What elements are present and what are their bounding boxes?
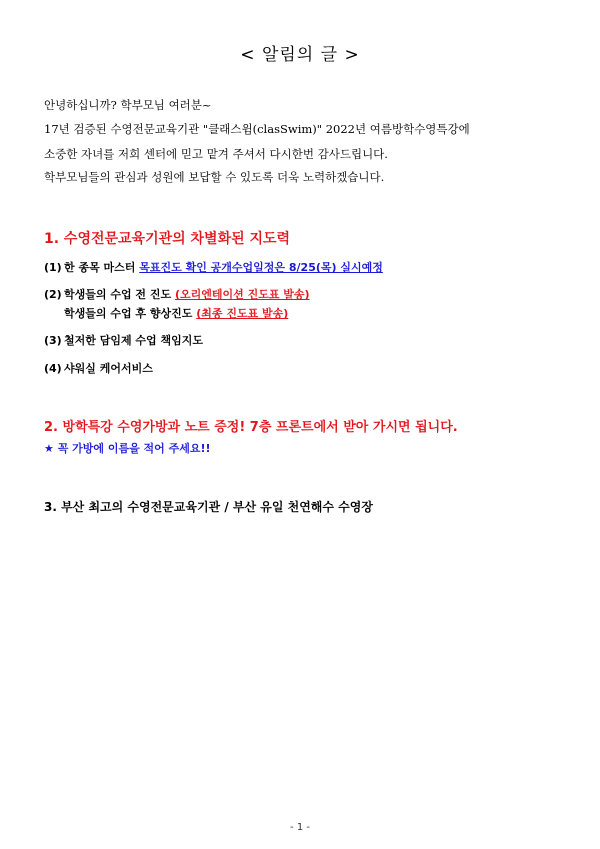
page-number: - 1 - <box>290 822 310 833</box>
section1-item-3 <box>44 332 203 348</box>
item-highlight: (최종 진도표 발송) <box>196 307 289 320</box>
intro-line-2: 17년 검증된 수영전문교육기관 "클래스윔(clasSwim)" 2022년 여름방학수영특강에 <box>44 122 470 136</box>
item-number: (4) <box>44 362 62 375</box>
item-text: 학생들의 수업 전 진도 <box>64 288 175 301</box>
intro-line-3: 소중한 자녀를 저희 센터에 믿고 맡겨 주셔서 다시한번 감사드립니다. <box>44 147 388 161</box>
intro-line-4: 학부모님들의 관심과 성원에 보답할 수 있도록 더욱 노력하겠습니다. <box>44 170 385 184</box>
item-text: 샤워실 케어서비스 <box>64 362 153 375</box>
item-highlight: (오리엔테이션 진도표 발송) <box>174 288 310 301</box>
item-text: 철저한 담임제 수업 책임지도 <box>64 334 203 347</box>
intro-line-1: 안녕하십니까? 학부모님 여러분~ <box>44 98 212 112</box>
item-number: (2) <box>44 288 62 301</box>
section1-item-2b <box>44 305 288 321</box>
item-number: (3) <box>44 334 62 347</box>
section3-heading: 3. 부산 최고의 수영전문교육기관 / 부산 유일 천연해수 수영장 <box>44 500 373 514</box>
item-text: 한 종목 마스터 <box>64 261 140 274</box>
page-title: < 알림의 글 > <box>240 45 360 65</box>
item-highlight: 목표진도 확인 공개수업일정은 8/25(목) 실시예정 <box>139 261 383 274</box>
section1-item-1 <box>44 259 383 275</box>
item-number: (1) <box>44 261 62 274</box>
section2-heading: 2. 방학특강 수영가방과 노트 증정! 7층 프론트에서 받아 가시면 됩니다. <box>44 420 458 435</box>
section1-item-4 <box>44 360 153 376</box>
section2-note: ★ 꼭 가방에 이름을 적어 주세요!! <box>44 442 211 455</box>
section1-item-2 <box>44 286 310 302</box>
item-text: 학생들의 수업 후 향상진도 <box>64 307 197 320</box>
section1-heading: 1. 수영전문교육기관의 차별화된 지도력 <box>44 231 291 247</box>
